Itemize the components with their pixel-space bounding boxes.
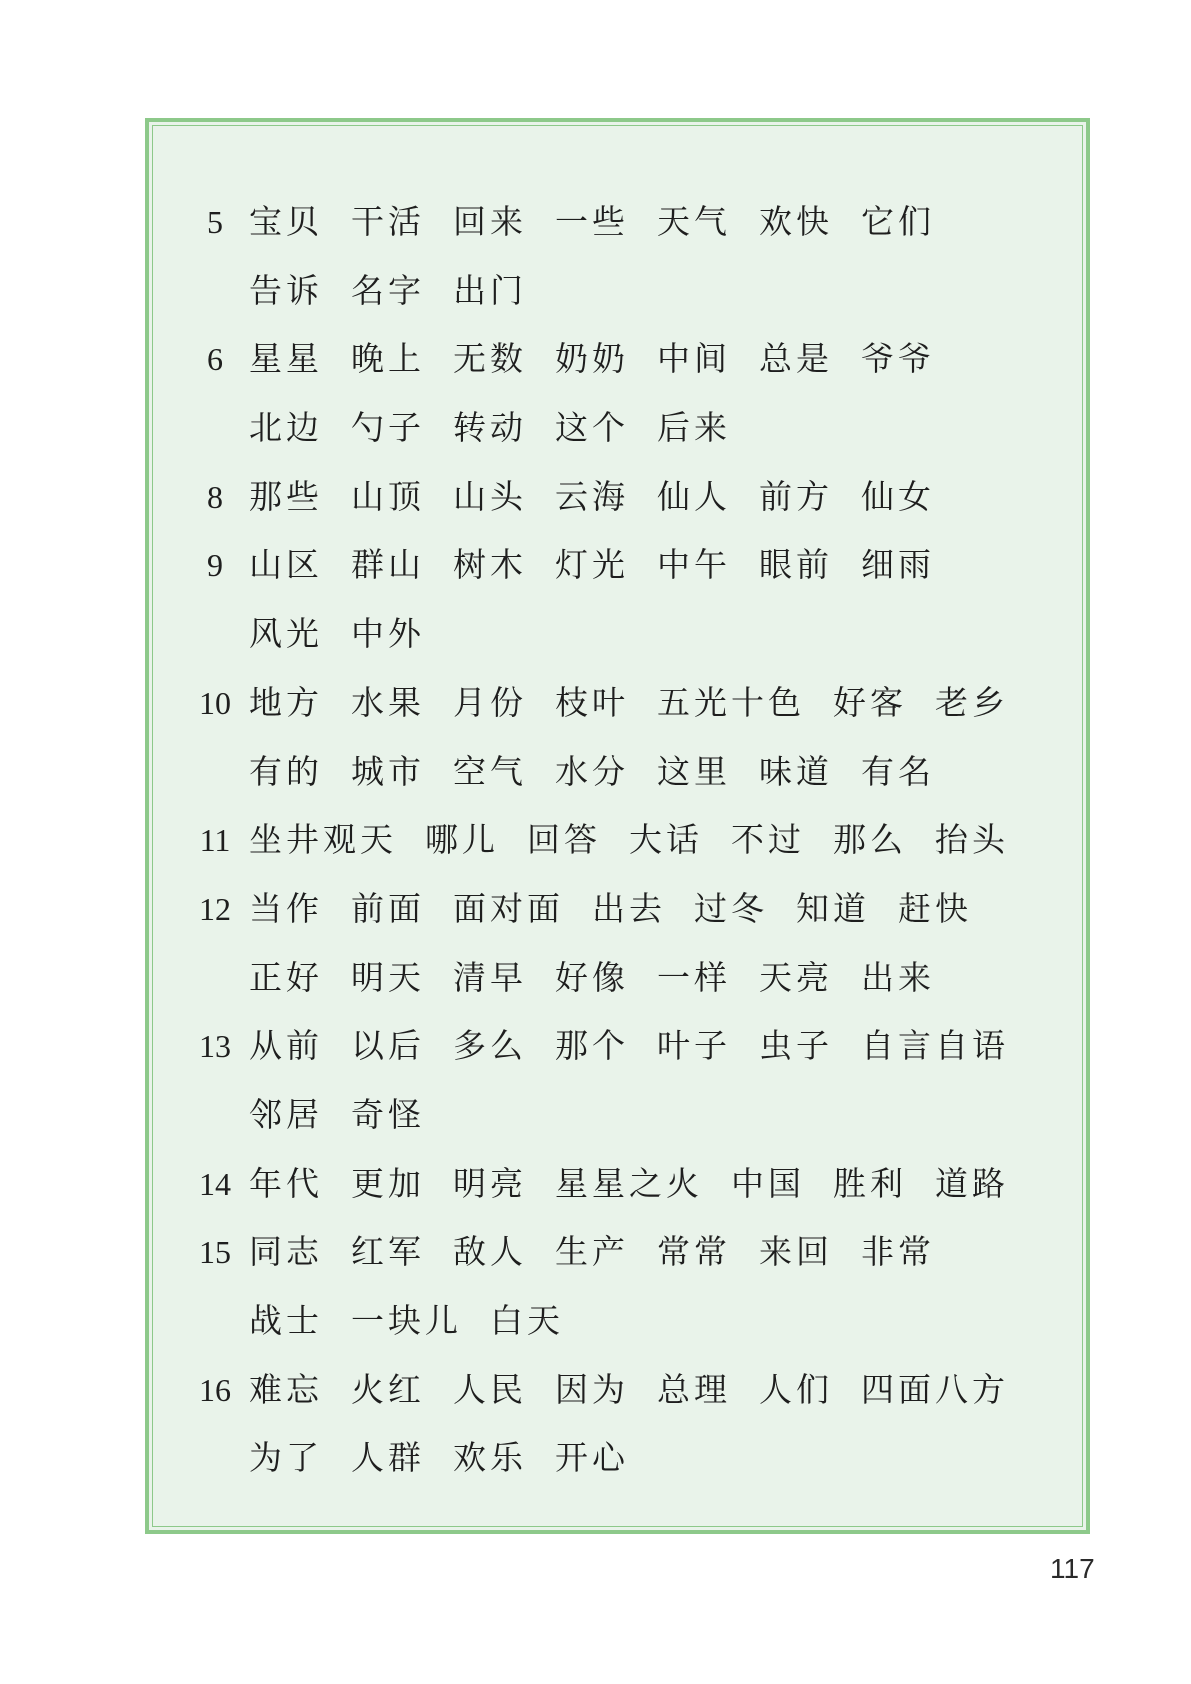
- vocab-word: 星星之火: [555, 1163, 703, 1203]
- vocab-word: 转动: [453, 408, 527, 448]
- vocab-word: 大话: [629, 820, 703, 860]
- lesson-number: 15: [199, 1234, 231, 1271]
- vocab-row: [181, 669, 1086, 738]
- vocab-word: 它们: [861, 202, 935, 241]
- vocab-row: [181, 531, 1086, 600]
- vocab-word: 抬头: [935, 820, 1009, 860]
- vocab-word: 山顶: [351, 476, 425, 516]
- vocab-word: 坐井观天: [249, 820, 397, 860]
- vocab-word: 来回: [759, 1232, 833, 1272]
- vocab-row: [181, 463, 1086, 532]
- vocab-word: 城市: [351, 751, 425, 791]
- vocab-word: 非常: [861, 1232, 935, 1272]
- vocab-word: 云海: [555, 476, 629, 516]
- vocab-word: 战士: [249, 1301, 323, 1340]
- vocab-word: 老乡: [935, 682, 1009, 722]
- vocab-word: 年代: [249, 1163, 323, 1203]
- vocab-word: 中间: [657, 339, 731, 379]
- vocab-row: [181, 806, 1086, 875]
- vocab-word: 红军: [351, 1232, 425, 1272]
- vocab-word: 一样: [657, 957, 731, 997]
- vocab-word: 中国: [731, 1163, 805, 1203]
- vocab-word: 欢乐: [453, 1438, 527, 1478]
- vocab-word: 出去: [592, 888, 666, 928]
- vocab-word: 北边: [249, 408, 323, 448]
- vocab-word: 道路: [935, 1163, 1009, 1203]
- vocab-word: 出来: [861, 957, 935, 997]
- lesson-number: 10: [199, 684, 231, 721]
- vocab-word: 正好: [249, 957, 323, 997]
- vocab-word: 敌人: [453, 1232, 527, 1272]
- vocab-word: 奇怪: [351, 1094, 425, 1134]
- vocabulary-list: [181, 188, 1086, 1493]
- lesson-number: 9: [207, 547, 223, 584]
- vocabulary-box: [145, 118, 1090, 1534]
- vocab-word: 那么: [833, 820, 907, 860]
- vocab-word: 出门: [453, 270, 527, 310]
- vocab-word: 哪儿: [425, 820, 499, 860]
- vocab-word: 星星: [249, 339, 323, 379]
- vocab-word: 山头: [453, 476, 527, 516]
- vocab-word: 眼前: [759, 545, 833, 585]
- vocab-word: 奶奶: [555, 339, 629, 379]
- vocab-word: 总理: [657, 1369, 731, 1409]
- vocab-word: 回答: [527, 820, 601, 860]
- vocab-word: 地方: [249, 682, 323, 722]
- vocab-word: 水分: [555, 751, 629, 791]
- vocab-word: 四面八方: [861, 1369, 1009, 1409]
- vocab-word: 好客: [833, 682, 907, 722]
- vocab-word: 叶子: [657, 1026, 731, 1066]
- vocab-word: 仙人: [657, 476, 731, 516]
- vocab-word: 虫子: [759, 1026, 833, 1066]
- vocab-word: 同志: [249, 1232, 323, 1272]
- vocab-word: 从前: [249, 1026, 323, 1066]
- vocab-word: 火红: [351, 1369, 425, 1409]
- vocab-word: 过冬: [694, 888, 768, 928]
- vocab-word: 为了: [249, 1438, 323, 1478]
- vocab-word: 生产: [555, 1232, 629, 1272]
- vocab-word: 后来: [657, 408, 731, 448]
- vocab-row: [181, 1218, 1086, 1287]
- vocab-word: 这个: [555, 408, 629, 448]
- lesson-number: 12: [199, 890, 231, 927]
- lesson-number: 5: [207, 204, 223, 240]
- vocab-word: 开心: [555, 1438, 629, 1478]
- vocab-row: [181, 1424, 1086, 1493]
- vocab-word: 当作: [249, 888, 323, 928]
- vocab-word: 天亮: [759, 957, 833, 997]
- vocab-word: 以后: [351, 1026, 425, 1066]
- page-number: 117: [1050, 1553, 1095, 1584]
- vocab-row: [181, 1356, 1086, 1425]
- vocab-word: 人民: [453, 1369, 527, 1409]
- vocab-row: [181, 944, 1086, 1013]
- vocab-word: 好像: [555, 957, 629, 997]
- vocab-word: 干活: [351, 202, 425, 241]
- vocab-word: 前方: [759, 476, 833, 516]
- vocab-word: 知道: [796, 888, 870, 928]
- vocab-row: [181, 1150, 1086, 1219]
- vocab-word: 月份: [453, 682, 527, 722]
- vocab-word: 回来: [453, 202, 527, 241]
- vocab-word: 自言自语: [861, 1026, 1009, 1066]
- vocab-word: 中午: [657, 545, 731, 585]
- lesson-number: 6: [207, 341, 223, 378]
- lesson-number: 16: [199, 1371, 231, 1408]
- vocab-word: 无数: [453, 339, 527, 379]
- vocab-word: 欢快: [759, 202, 833, 241]
- vocab-word: 晚上: [351, 339, 425, 379]
- vocab-word: 风光: [249, 614, 323, 654]
- vocab-word: 人群: [351, 1438, 425, 1478]
- vocab-word: 一些: [555, 202, 629, 241]
- vocab-word: 天气: [657, 202, 731, 241]
- vocab-word: 胜利: [833, 1163, 907, 1203]
- vocab-word: 面对面: [453, 888, 564, 928]
- vocab-word: 灯光: [555, 545, 629, 585]
- lesson-number: 8: [207, 478, 223, 515]
- vocab-word: 那些: [249, 476, 323, 516]
- vocab-word: 人们: [759, 1369, 833, 1409]
- vocab-word: 明亮: [453, 1163, 527, 1203]
- vocab-word: 有的: [249, 751, 323, 791]
- vocab-word: 宝贝: [249, 202, 323, 241]
- vocab-row: [181, 188, 1086, 257]
- vocab-row: [181, 394, 1086, 463]
- vocab-word: 这里: [657, 751, 731, 791]
- vocab-word: 空气: [453, 751, 527, 791]
- vocab-word: 中外: [351, 614, 425, 654]
- vocab-word: 明天: [351, 957, 425, 997]
- vocab-word: 邻居: [249, 1094, 323, 1134]
- vocab-word: 更加: [351, 1163, 425, 1203]
- vocab-word: 告诉: [249, 270, 323, 310]
- vocab-word: 群山: [351, 545, 425, 585]
- vocab-word: 爷爷: [861, 339, 935, 379]
- vocab-row: [181, 1081, 1086, 1150]
- vocab-row: [181, 257, 1086, 326]
- vocab-word: 山区: [249, 545, 323, 585]
- vocab-row: [181, 1012, 1086, 1081]
- vocab-row: [181, 325, 1086, 394]
- vocab-word: 味道: [759, 751, 833, 791]
- vocab-word: 多么: [453, 1026, 527, 1066]
- vocab-word: 因为: [555, 1369, 629, 1409]
- vocab-word: 白天: [490, 1301, 564, 1340]
- vocab-word: 树木: [453, 545, 527, 585]
- lesson-number: 13: [199, 1028, 231, 1065]
- vocab-word: 勺子: [351, 408, 425, 448]
- lesson-number: 14: [199, 1165, 231, 1202]
- vocab-word: 难忘: [249, 1369, 323, 1409]
- vocab-word: 水果: [351, 682, 425, 722]
- vocab-word: 常常: [657, 1232, 731, 1272]
- vocab-row: [181, 600, 1086, 669]
- vocab-word: 前面: [351, 888, 425, 928]
- vocab-row: [181, 1287, 1086, 1356]
- vocab-row: [181, 875, 1086, 944]
- vocab-word: 名字: [351, 270, 425, 310]
- vocab-word: 有名: [861, 751, 935, 791]
- vocab-row: [181, 738, 1086, 807]
- vocab-word: 五光十色: [657, 682, 805, 722]
- vocab-word: 清早: [453, 957, 527, 997]
- vocab-word: 仙女: [861, 476, 935, 516]
- vocab-word: 不过: [731, 820, 805, 860]
- vocab-word: 枝叶: [555, 682, 629, 722]
- vocab-word: 那个: [555, 1026, 629, 1066]
- vocab-word: 赶快: [898, 888, 972, 928]
- lesson-number: 11: [199, 822, 231, 859]
- vocab-word: 细雨: [861, 545, 935, 585]
- vocab-word: 一块儿: [351, 1301, 462, 1340]
- vocab-word: 总是: [759, 339, 833, 379]
